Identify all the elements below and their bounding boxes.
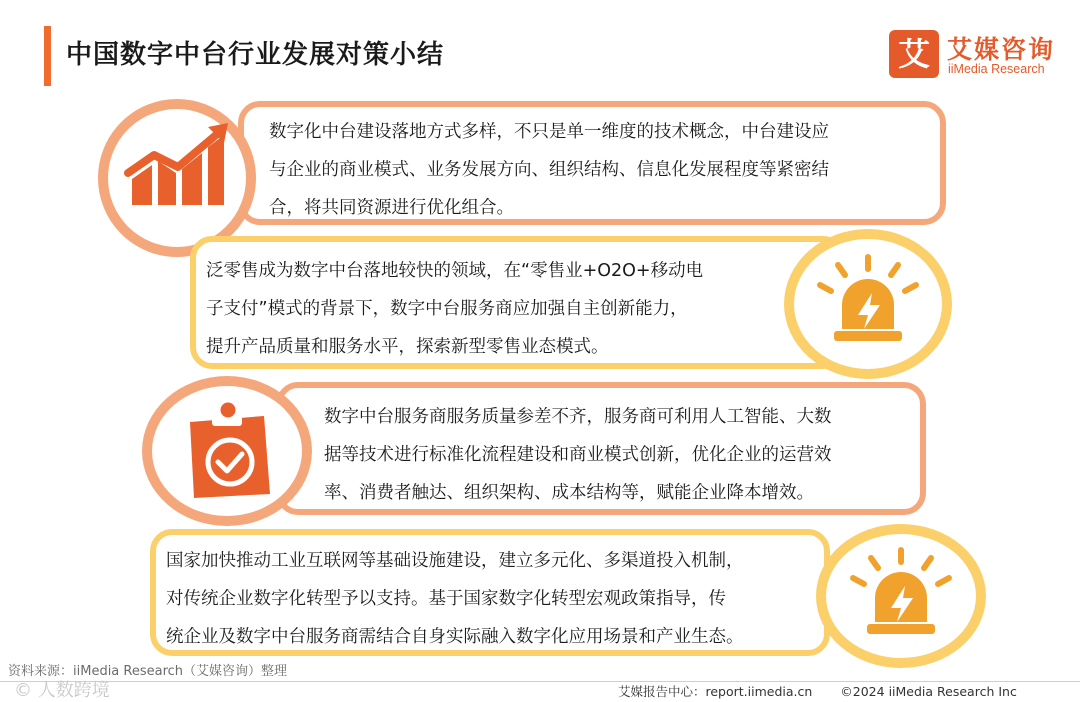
checklist-icon bbox=[152, 386, 302, 516]
card-line: 提升产品质量和服务水平，探索新型零售业态模式。 bbox=[206, 337, 609, 357]
iimedia-logo bbox=[889, 30, 1064, 80]
strategy-card-4 bbox=[150, 529, 830, 656]
strategy-card-1 bbox=[238, 101, 946, 225]
report-center-link[interactable]: 艾媒报告中心：report.iimedia.cn bbox=[618, 684, 813, 699]
card-line: 据等技术进行标准化流程建设和商业模式创新，优化企业的运营效 bbox=[324, 445, 832, 465]
title-accent-bar bbox=[44, 26, 51, 86]
card-line: 统企业及数字中台服务商需结合自身实际融入数字化应用场景和产业生态。 bbox=[166, 627, 744, 647]
card-line: 数字中台服务商服务质量参差不齐，服务商可利用人工智能、大数 bbox=[324, 407, 832, 427]
alarm-light-icon bbox=[826, 534, 976, 658]
logo-name-cn: 艾媒咨询 bbox=[947, 35, 1056, 64]
source-note: 资料来源：iiMedia Research（艾媒咨询）整理 bbox=[8, 664, 288, 679]
card-text bbox=[206, 252, 703, 366]
footer-info bbox=[618, 682, 1017, 700]
card-text bbox=[324, 398, 832, 512]
card-line: 与企业的商业模式、业务发展方向、组织结构、信息化发展程度等紧密结 bbox=[269, 160, 829, 180]
card-text bbox=[269, 113, 829, 227]
card-line: 合，将共同资源进行优化组合。 bbox=[269, 198, 514, 218]
strategy-card-2 bbox=[190, 236, 845, 369]
card-line: 数字化中台建设落地方式多样，不只是单一维度的技术概念，中台建设应 bbox=[269, 122, 829, 142]
card-text bbox=[166, 542, 744, 656]
page-title: 中国数字中台行业发展对策小结 bbox=[66, 40, 445, 70]
strategy-card-3 bbox=[276, 382, 926, 515]
card-line: 子支付”模式的背景下，数字中台服务商应加强自主创新能力， bbox=[206, 299, 688, 319]
alarm-light-icon bbox=[794, 239, 942, 369]
card-line: 对传统企业数字化转型予以支持。基于国家数字化转型宏观政策指导，传 bbox=[166, 589, 726, 609]
card-line: 率、消费者触达、组织架构、成本结构等，赋能企业降本增效。 bbox=[324, 483, 814, 503]
card-line: 国家加快推动工业互联网等基础设施建设，建立多元化、多渠道投入机制， bbox=[166, 551, 744, 571]
logo-mark: 艾 bbox=[889, 30, 939, 78]
watermark: © 人数跨境 bbox=[14, 680, 110, 701]
growth-chart-icon bbox=[108, 109, 246, 247]
card-line: 泛零售成为数字中台落地较快的领域，在“零售业+O2O+移动电 bbox=[206, 261, 704, 281]
icon-circle-2 bbox=[784, 229, 952, 379]
icon-circle-4 bbox=[816, 524, 986, 668]
copyright-text: ©2024 iiMedia Research Inc bbox=[840, 684, 1017, 699]
logo-name-en: iiMedia Research bbox=[948, 62, 1045, 76]
icon-circle-1 bbox=[98, 99, 256, 257]
icon-circle-3 bbox=[142, 376, 312, 526]
